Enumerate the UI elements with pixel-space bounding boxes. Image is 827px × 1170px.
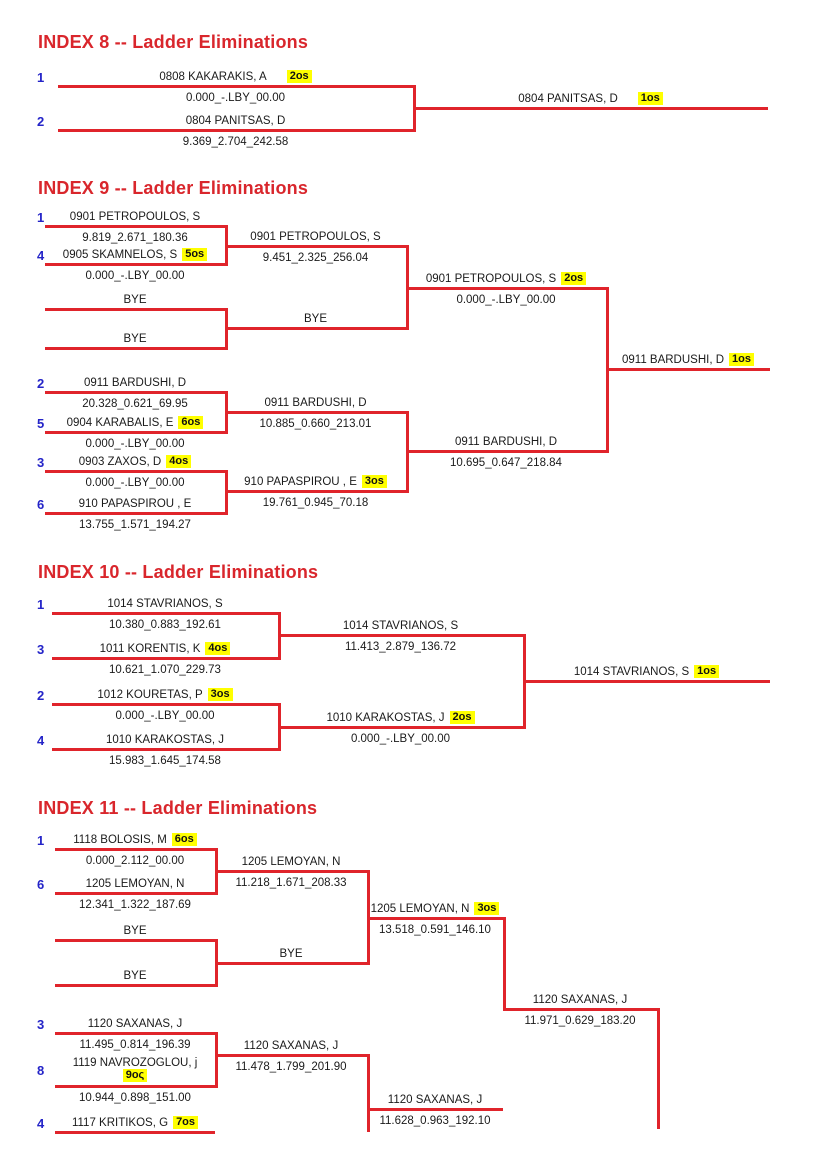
bracket-line-horizontal: [45, 225, 225, 228]
bracket-line-horizontal: [45, 391, 225, 394]
section-title: INDEX 11 -- Ladder Eliminations: [38, 798, 318, 818]
seed-number: 5: [37, 416, 45, 431]
bracket-slot: [225, 473, 406, 509]
bracket-slot: [55, 1015, 215, 1051]
score-text: 20.328_0.621_69.95: [82, 397, 188, 410]
player-name: 1120 SAXANAS, J: [532, 994, 628, 1006]
bracket-slot: [225, 394, 406, 430]
bracket-slot: [55, 875, 215, 911]
player-name: 1205 LEMOYAN, N: [241, 856, 341, 868]
section-title: INDEX 10 -- Ladder Eliminations: [38, 562, 319, 582]
score-text: 10.380_0.883_192.61: [109, 618, 221, 631]
player-row: [606, 351, 770, 366]
bracket-slot: [55, 1055, 215, 1104]
player-row: [52, 731, 278, 746]
score-text: 10.944_0.898_151.00: [79, 1091, 191, 1104]
bracket-line-vertical: [278, 612, 281, 660]
seed-number: 1: [37, 210, 45, 225]
placement-tag: 1os: [729, 353, 754, 366]
bracket-slot-bye: [55, 967, 215, 987]
player-row: [45, 374, 225, 389]
player-row: [55, 1015, 215, 1030]
placement-tag: 1os: [694, 665, 719, 678]
player-row: [225, 394, 406, 409]
placement-tag: 2os: [450, 711, 475, 724]
score-text: 0.000_2.112_00.00: [85, 854, 185, 867]
bracket-line-horizontal: [45, 347, 225, 350]
player-name: 910 PAPASPIROU , E: [244, 476, 357, 488]
bracket-slot-winner: [523, 663, 770, 683]
player-name: 0905 SKAMNELOS, S: [62, 249, 178, 261]
bracket-line-horizontal: [45, 308, 225, 311]
bracket-line-horizontal: [215, 1054, 367, 1057]
player-row: [45, 291, 225, 306]
player-name: 0901 PETROPOULOS, S: [250, 231, 381, 243]
player-row: [55, 922, 215, 937]
score-text: 11.628_0.963_192.10: [379, 1114, 491, 1127]
bracket-slot: [55, 1114, 215, 1134]
player-name: 0911 BARDUSHI, D: [264, 397, 367, 409]
seed-number: 8: [37, 1063, 45, 1078]
score-text: 13.755_1.571_194.27: [79, 518, 191, 531]
score-text: 15.983_1.645_174.58: [109, 754, 221, 767]
bracket-line-horizontal: [225, 245, 406, 248]
player-name: 0903 ZAXOS, D: [78, 456, 162, 468]
player-name: 1117 KRITIKOS, G: [71, 1117, 169, 1129]
bracket-slot: [45, 208, 225, 244]
bracket-line-horizontal: [215, 962, 367, 965]
bracket-slot: [406, 433, 606, 469]
bracket-line-vertical: [225, 225, 228, 266]
score-text: 19.761_0.945_70.18: [262, 496, 369, 509]
bracket-line-vertical: [215, 939, 218, 987]
placement-tag: 2os: [287, 70, 312, 83]
bracket-line-vertical: [657, 1008, 660, 1129]
score-text: 9.369_2.704_242.58: [182, 135, 289, 148]
bye-label: BYE: [303, 313, 327, 325]
player-name: 1014 STAVRIANOS, S: [342, 620, 459, 632]
player-row: [215, 853, 367, 868]
bracket-line-horizontal: [225, 490, 406, 493]
player-name: 1011 KORENTIS, K: [99, 643, 201, 655]
bracket-line-horizontal: [406, 450, 606, 453]
bracket-line-horizontal: [45, 512, 225, 515]
bracket-slot: [45, 374, 225, 410]
bracket-slot: [406, 270, 606, 306]
bracket-slot: [45, 414, 225, 450]
player-row: [45, 330, 225, 345]
bracket-slot: [52, 640, 278, 676]
bracket-slot-bye: [215, 945, 367, 965]
bracket-slot: [52, 686, 278, 722]
score-text: 0.000_-.LBY_00.00: [85, 437, 185, 450]
placement-tag: 2os: [561, 272, 586, 285]
bracket-line-horizontal: [52, 703, 278, 706]
player-row: [58, 112, 413, 127]
bracket-slot-bye: [225, 310, 406, 330]
bracket-line-horizontal: [52, 612, 278, 615]
player-name: 0911 BARDUSHI, D: [83, 377, 187, 389]
seed-number: 2: [37, 376, 45, 391]
score-text: 11.478_1.799_201.90: [235, 1060, 347, 1073]
placement-tag: 3os: [474, 902, 499, 915]
placement-tag: 5os: [182, 248, 207, 261]
bracket-line-horizontal: [45, 263, 225, 266]
bracket-line-horizontal: [55, 1032, 215, 1035]
bracket-line-vertical: [225, 391, 228, 434]
placement-tag: 1os: [638, 92, 663, 105]
player-row: [225, 310, 406, 325]
player-row: [55, 831, 215, 846]
bracket-line-horizontal: [278, 726, 523, 729]
seed-number: 1: [37, 70, 45, 85]
player-row: [215, 1037, 367, 1052]
bracket-line-vertical: [503, 917, 506, 1011]
bracket-slot-bye: [45, 291, 225, 311]
bracket-line-vertical: [367, 870, 370, 965]
bracket-slot: [52, 731, 278, 767]
bracket-line-vertical: [215, 1032, 218, 1088]
bracket-line-horizontal: [606, 368, 770, 371]
bracket-line-vertical: [367, 1054, 370, 1132]
player-name: 0804 PANITSAS, D: [185, 115, 286, 127]
seed-number: 1: [37, 833, 45, 848]
bracket-line-vertical: [225, 470, 228, 515]
bracket-line-horizontal: [523, 680, 770, 683]
player-name: 0804 PANITSAS, D: [518, 93, 618, 105]
player-row: [45, 414, 225, 429]
player-row: [52, 640, 278, 655]
player-row: [413, 90, 768, 105]
placement-tag-row: [55, 1069, 215, 1082]
bracket-slot-winner: [503, 991, 657, 1027]
bracket-line-horizontal: [58, 85, 413, 88]
score-text: 11.218_1.671_208.33: [235, 876, 347, 889]
placement-tag: 3os: [208, 688, 233, 701]
bracket-slot: [367, 1091, 503, 1127]
player-row: [225, 228, 406, 243]
player-row: [45, 208, 225, 223]
bracket-slot: [45, 246, 225, 282]
bracket-line-horizontal: [225, 327, 406, 330]
score-text: 0.000_-.LBY_00.00: [456, 293, 556, 306]
score-text: 9.451_2.325_256.04: [262, 251, 369, 264]
score-text: 11.971_0.629_183.20: [524, 1014, 636, 1027]
score-text: 0.000_-.LBY_00.00: [85, 269, 185, 282]
bracket-line-horizontal: [55, 1085, 215, 1088]
seed-number: 4: [37, 1116, 45, 1131]
score-text: 0.000_-.LBY_00.00: [85, 476, 185, 489]
player-name: 1010 KARAKOSTAS, J: [105, 734, 225, 746]
player-row: [367, 900, 503, 915]
bracket-slot: [52, 595, 278, 631]
player-row: [55, 875, 215, 890]
player-name: 1014 STAVRIANOS, S: [573, 666, 690, 678]
player-name: 1119 NAVROZOGLOU, j: [72, 1057, 198, 1069]
bracket-line-vertical: [606, 287, 609, 453]
bracket-line-horizontal: [278, 634, 523, 637]
bye-label: BYE: [123, 970, 147, 982]
bracket-line-horizontal: [367, 917, 503, 920]
player-row: [503, 991, 657, 1006]
seed-number: 1: [37, 597, 45, 612]
player-name: 1120 SAXANAS, J: [387, 1094, 483, 1106]
bracket-line-horizontal: [55, 848, 215, 851]
score-text: 0.000_-.LBY_00.00: [185, 91, 286, 104]
score-text: 0.000_-.LBY_00.00: [350, 732, 451, 745]
bracket-line-horizontal: [52, 657, 278, 660]
bracket-slot-bye: [45, 330, 225, 350]
placement-tag: 6os: [172, 833, 197, 846]
bracket-line-vertical: [225, 308, 228, 350]
seed-number: 2: [37, 114, 45, 129]
bracket-line-horizontal: [45, 431, 225, 434]
player-row: [45, 495, 225, 510]
bracket-slot: [278, 709, 523, 745]
player-name: 0911 BARDUSHI, D: [621, 354, 725, 366]
player-row: [55, 1055, 215, 1069]
player-row: [406, 270, 606, 285]
bracket-slot: [45, 453, 225, 489]
score-text: 10.695_0.647_218.84: [450, 456, 562, 469]
bye-label: BYE: [279, 948, 303, 960]
player-name: 0904 KARABALIS, E: [66, 417, 174, 429]
seed-number: 6: [37, 497, 45, 512]
placement-tag: 3os: [362, 475, 387, 488]
placement-tag: 7os: [173, 1116, 198, 1129]
bracket-slot-winner: [606, 351, 770, 371]
bracket-line-horizontal: [52, 748, 278, 751]
bracket-line-vertical: [413, 85, 416, 132]
bracket-slot: [215, 853, 367, 889]
player-name: 1010 KARAKOSTAS, J: [326, 712, 445, 724]
bracket-slot: [367, 900, 503, 936]
bracket-line-horizontal: [215, 870, 367, 873]
bracket-line-horizontal: [55, 1131, 215, 1134]
bracket-line-vertical: [215, 848, 218, 895]
bracket-line-vertical: [406, 411, 409, 493]
player-row: [278, 617, 523, 632]
player-row: [45, 453, 225, 468]
bracket-line-vertical: [406, 245, 409, 330]
player-name: 1118 BOLOSIS, M: [73, 834, 167, 846]
bracket-slot: [55, 831, 215, 867]
bracket-line-horizontal: [406, 287, 606, 290]
seed-number: 4: [37, 248, 45, 263]
bracket-line-horizontal: [55, 892, 215, 895]
player-name: 0901 PETROPOULOS, S: [69, 211, 201, 223]
placement-tag: 6os: [178, 416, 203, 429]
player-row: [406, 433, 606, 448]
score-text: 12.341_1.322_187.69: [79, 898, 191, 911]
score-text: 10.621_1.070_229.73: [109, 663, 221, 676]
placement-tag: 4os: [205, 642, 230, 655]
section-title: INDEX 9 -- Ladder Eliminations: [38, 178, 309, 198]
player-row: [45, 246, 225, 261]
bracket-slot: [45, 495, 225, 531]
player-row: [58, 68, 413, 83]
score-text: 9.819_2.671_180.36: [82, 231, 188, 244]
player-name: 0808 KAKARAKIS, A: [159, 71, 267, 83]
section-title: INDEX 8 -- Ladder Eliminations: [38, 32, 309, 52]
bracket-line-horizontal: [225, 411, 406, 414]
player-name: 1205 LEMOYAN, N: [370, 903, 470, 915]
player-name: 910 PAPASPIROU , E: [78, 498, 192, 510]
seed-number: 4: [37, 733, 45, 748]
player-row: [367, 1091, 503, 1106]
bracket-line-horizontal: [503, 1008, 657, 1011]
bracket-slot: [215, 1037, 367, 1073]
score-text: 11.413_2.879_136.72: [344, 640, 457, 653]
player-row: [215, 945, 367, 960]
bracket-line-horizontal: [413, 107, 768, 110]
bye-label: BYE: [123, 294, 147, 306]
player-row: [52, 686, 278, 701]
bracket-line-vertical: [523, 634, 526, 729]
bracket-slot: [58, 68, 413, 104]
bracket-line-horizontal: [55, 984, 215, 987]
player-name: 1120 SAXANAS, J: [87, 1018, 183, 1030]
player-name: 0901 PETROPOULOS, S: [425, 273, 557, 285]
bye-label: BYE: [123, 333, 147, 345]
player-row: [278, 709, 523, 724]
player-row: [52, 595, 278, 610]
bracket-slot-winner: [413, 90, 768, 110]
player-name: 1012 KOURETAS, P: [97, 689, 203, 701]
player-name: 1120 SAXANAS, J: [243, 1040, 339, 1052]
score-text: 10.885_0.660_213.01: [259, 417, 372, 430]
bracket-line-horizontal: [58, 129, 413, 132]
seed-number: 2: [37, 688, 45, 703]
seed-number: 3: [37, 642, 45, 657]
seed-number: 3: [37, 1017, 45, 1032]
player-name: 0911 BARDUSHI, D: [454, 436, 558, 448]
player-row: [55, 1114, 215, 1129]
player-row: [225, 473, 406, 488]
score-text: 11.495_0.814_196.39: [79, 1038, 191, 1051]
bye-label: BYE: [123, 925, 147, 937]
placement-tag: 9oς: [123, 1069, 148, 1082]
bracket-line-horizontal: [45, 470, 225, 473]
bracket-slot: [58, 112, 413, 148]
bracket-slot: [278, 617, 523, 653]
bracket-line-vertical: [278, 703, 281, 751]
bracket-line-horizontal: [367, 1108, 503, 1111]
bracket-slot-bye: [55, 922, 215, 942]
bracket-line-horizontal: [55, 939, 215, 942]
score-text: 13.518_0.591_146.10: [379, 923, 491, 936]
seed-number: 6: [37, 877, 45, 892]
seed-number: 3: [37, 455, 45, 470]
bracket-slot: [225, 228, 406, 264]
player-name: 1014 STAVRIANOS, S: [107, 598, 223, 610]
player-row: [523, 663, 770, 678]
score-text: 0.000_-.LBY_00.00: [115, 709, 215, 722]
player-row: [55, 967, 215, 982]
player-name: 1205 LEMOYAN, N: [85, 878, 185, 890]
placement-tag: 4os: [166, 455, 191, 468]
